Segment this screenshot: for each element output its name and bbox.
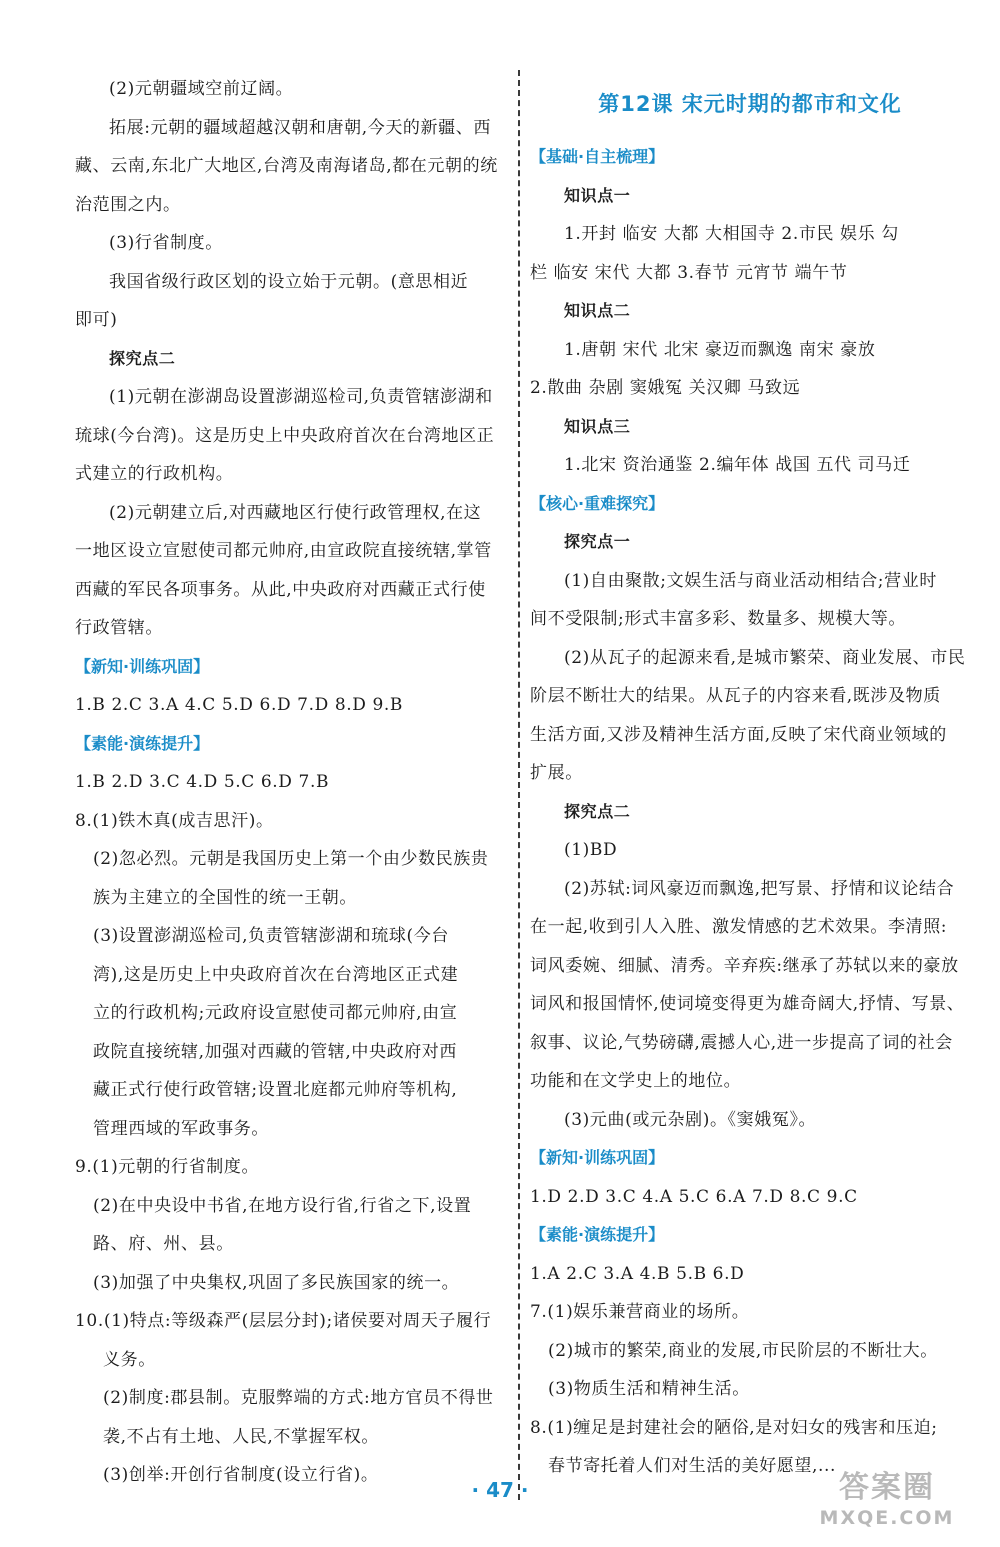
left-line-12: 一地区设立宣慰使司都元帅府,由宣政院直接统辖,掌管 — [75, 541, 492, 561]
lesson-title: 第12课 宋元时期的都市和文化 — [598, 92, 902, 116]
right-line-31: (2)城市的繁荣,商业的发展,市民阶层的不断壮大。 — [548, 1340, 938, 1361]
left-line-4: (3)行省制度。 — [109, 233, 223, 253]
left-line-10: 式建立的行政机构。 — [75, 464, 234, 484]
answer-row: 1.D 2.D 3.C 4.A 5.C 6.A 7.D 8.C 9.C — [530, 1186, 858, 1207]
section-heading-basics: 【基础·自主梳理】 — [530, 147, 665, 166]
answer-row: 1.A 2.C 3.A 4.B 5.B 6.D — [530, 1263, 745, 1284]
right-line-30: 7.(1)娱乐兼营商业的场所。 — [530, 1302, 750, 1322]
left-line-21: 族为主建立的全国性的统一王朝。 — [93, 887, 357, 908]
page-number: · 47 · — [471, 1478, 529, 1502]
left-line-28: 9.(1)元朝的行省制度。 — [75, 1157, 260, 1177]
left-line-24: 立的行政机构;元政府设宣慰使司都元帅府,由宣 — [93, 1003, 458, 1023]
left-line-26: 藏正式行使行政管辖;设置北庭都元帅府等机构, — [93, 1080, 458, 1100]
column-divider — [518, 70, 520, 1500]
subheading-knowledge-1: 知识点一 — [564, 185, 631, 205]
right-line-8: 1.北宋 资治通鉴 2.编年体 战国 五代 司马迁 — [564, 455, 911, 475]
section-heading-core: 【核心·重难探究】 — [530, 493, 665, 513]
section-heading-competence: 【素能·演练提升】 — [530, 1225, 665, 1244]
left-line-33: 义务。 — [103, 1349, 156, 1370]
right-line-21: 词风委婉、细腻、清秀。辛弃疾:继承了苏轼以来的豪放 — [530, 955, 959, 976]
right-column — [530, 78, 970, 1486]
right-line-23: 叙事、议论,气势磅礴,震撼人心,进一步提高了词的社会 — [530, 1032, 953, 1053]
left-line-29: (2)在中央设中书省,在地方设行省,行省之下,设置 — [93, 1195, 472, 1216]
left-line-25: 政院直接统辖,加强对西藏的管辖,中央政府对西 — [93, 1041, 458, 1062]
left-line-30: 路、府、州、县。 — [93, 1234, 234, 1254]
right-line-13: (2)从瓦子的起源来看,是城市繁荣、商业发展、市民 — [564, 647, 966, 668]
left-line-1: 拓展:元朝的疆域超越汉朝和唐朝,今天的新疆、西 — [109, 117, 491, 138]
watermark-logo-text: 答案圈 — [839, 1470, 935, 1505]
right-line-24: 功能和在文学史上的地位。 — [530, 1071, 742, 1091]
left-line-31: (3)加强了中央集权,巩固了多民族国家的统一。 — [93, 1272, 460, 1293]
right-line-2: 1.开封 临安 大都 大相国寺 2.市民 娱乐 勾 — [564, 224, 899, 244]
subheading-explore-2: 探究点二 — [109, 348, 176, 368]
left-line-23: 湾),这是历史上中央政府首次在台湾地区正式建 — [93, 964, 459, 985]
left-line-13: 西藏的军民各项事务。从此,中央政府对西藏正式行使 — [75, 579, 486, 600]
answer-row: 1.B 2.D 3.C 4.D 5.C 6.D 7.B — [75, 772, 330, 792]
subheading-explore-1: 探究点一 — [564, 532, 631, 551]
watermark — [792, 1470, 982, 1538]
right-line-22: 词风和报国情怀,使词境变得更为雄奇阔大,抒情、写景、 — [530, 994, 965, 1014]
right-line-20: 在一起,收到引人入胜、激发情感的艺术效果。李清照: — [530, 917, 948, 937]
left-line-35: 袭,不占有土地、人民,不掌握军权。 — [103, 1426, 380, 1447]
left-line-3: 治范围之内。 — [75, 194, 181, 215]
watermark-url: MXQE.COM — [819, 1507, 955, 1529]
right-line-25: (3)元曲(或元杂剧)。《窦娥冤》。 — [564, 1109, 817, 1130]
right-line-32: (3)物质生活和精神生活。 — [548, 1379, 750, 1399]
left-line-20: (2)忽必烈。元朝是我国历史上第一个由少数民族贵 — [93, 849, 489, 869]
right-line-33: 8.(1)缠足是封建社会的陋俗,是对妇女的残害和压迫; — [530, 1417, 938, 1438]
left-line-2: 藏、云南,东北广大地区,台湾及南海诸岛,都在元朝的统 — [75, 156, 498, 176]
right-line-12: 间不受限制;形式丰富多彩、数量多、规模大等。 — [530, 609, 906, 629]
left-line-27: 管理西域的军政事务。 — [93, 1118, 269, 1139]
right-line-19: (2)苏轼:词风豪迈而飘逸,把写景、抒情和议论结合 — [564, 878, 955, 899]
right-line-16: 扩展。 — [530, 763, 583, 783]
right-line-14: 阶层不断壮大的结果。从瓦子的内容来看,既涉及物质 — [530, 686, 941, 706]
left-line-5: 我国省级行政区划的设立始于元朝。(意思相近 — [109, 271, 469, 292]
left-line-36: (3)创举:开创行省制度(设立行省)。 — [103, 1465, 379, 1485]
section-heading-new-knowledge: 【新知·训练巩固】 — [75, 656, 210, 676]
left-line-19: 8.(1)铁木真(成吉思汗)。 — [75, 810, 274, 831]
right-line-6: 2.散曲 杂剧 窦娥冤 关汉卿 马致远 — [530, 378, 801, 398]
section-heading-new-knowledge: 【新知·训练巩固】 — [530, 1148, 665, 1167]
answer-row: 1.B 2.C 3.A 4.C 5.D 6.D 7.D 8.D 9.B — [75, 695, 404, 715]
left-line-14: 行政管辖。 — [75, 618, 163, 638]
right-line-11: (1)自由聚散;文娱生活与商业活动相结合;营业时 — [564, 570, 937, 591]
right-line-15: 生活方面,又涉及精神生活方面,反映了宋代商业领域的 — [530, 724, 947, 745]
right-line-3: 栏 临安 宋代 大都 3.春节 元宵节 端午节 — [530, 262, 848, 283]
left-line-11: (2)元朝建立后,对西藏地区行使行政管理权,在这 — [109, 502, 482, 523]
right-line-5: 1.唐朝 宋代 北宋 豪迈而飘逸 南宋 豪放 — [564, 339, 876, 360]
subheading-explore-2: 探究点二 — [564, 801, 631, 821]
left-line-32: 10.(1)特点:等级森严(层层分封);诸侯要对周天子履行 — [75, 1311, 492, 1331]
right-line-34: 春节寄托着人们对生活的美好愿望,... — [548, 1456, 837, 1476]
left-line-34: (2)制度:郡县制。克服弊端的方式:地方官员不得世 — [103, 1388, 494, 1408]
left-line-9: 琉球(今台湾)。这是历史上中央政府首次在台湾地区正 — [75, 425, 495, 446]
subheading-knowledge-2: 知识点二 — [564, 301, 631, 320]
left-line-0: (2)元朝疆域空前辽阔。 — [109, 79, 294, 99]
left-line-6: 即可) — [75, 310, 118, 330]
left-column — [75, 70, 510, 1495]
subheading-knowledge-3: 知识点三 — [564, 416, 631, 436]
left-line-22: (3)设置澎湖巡检司,负责管辖澎湖和琉球(今台 — [93, 926, 449, 946]
section-heading-competence: 【素能·演练提升】 — [75, 733, 210, 753]
left-line-8: (1)元朝在澎湖岛设置澎湖巡检司,负责管辖澎湖和 — [109, 387, 493, 407]
right-line-18: (1)BD — [564, 840, 618, 860]
